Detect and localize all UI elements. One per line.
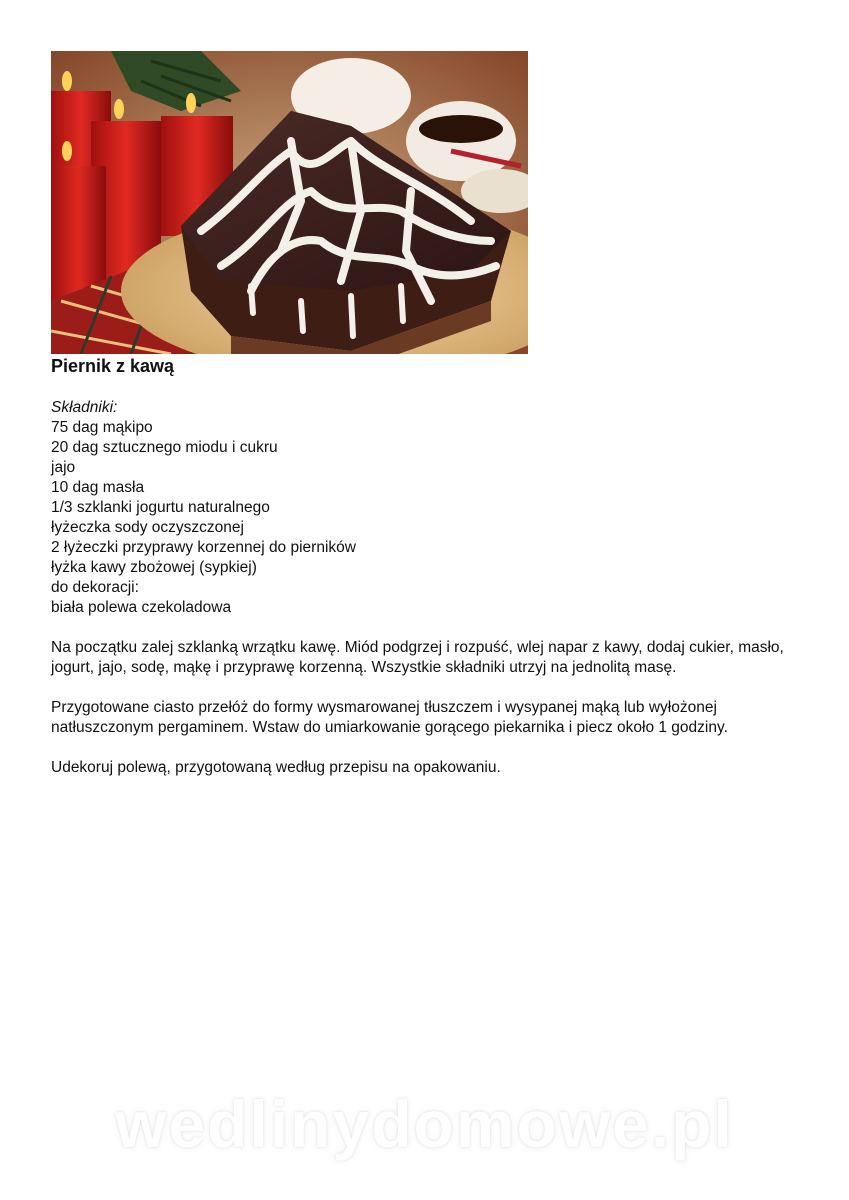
recipe-title: Piernik z kawą [51, 356, 175, 376]
ingredient-item: do dekoracji: [51, 579, 139, 596]
ingredient-item: biała polewa czekoladowa [51, 599, 232, 616]
instruction-paragraph: Udekoruj polewą, przygotowaną według przepisu na opakowaniu. [51, 759, 501, 776]
instruction-paragraph: Na początku zalej szklanką wrzątku kawę. Miód podgrzej i rozpuść, wlej napar z kawy, dodaj cukier, masło, jogurt, jajo, sodę, mąkę i przyprawę korzenną. Wszystkie składniki utrzyj na jednolitą masę. [51, 639, 784, 676]
ingredient-item: 20 dag sztucznego miodu i cukru [51, 439, 278, 456]
site-watermark: wedlinydomowe.pl [115, 1087, 734, 1161]
instruction-paragraph: Przygotowane ciasto przełóż do formy wysmarowanej tłuszczem i wysypanej mąką lub wyłożonej natłuszczonym pergaminem. Wstaw do umiarkowanie gorącego piekarnika i piecz około 1 godziny. [51, 699, 728, 736]
gingerbread-photo-illustration [51, 51, 528, 354]
ingredient-item: łyżeczka sody oczyszczonej [51, 519, 244, 536]
ingredient-item: 1/3 szklanki jogurtu naturalnego [51, 499, 270, 516]
ingredient-item: 2 łyżeczki przyprawy korzennej do pierników [51, 539, 356, 556]
ingredient-item: jajo [51, 459, 76, 476]
ingredient-item: 10 dag masła [51, 479, 145, 496]
ingredient-item: 75 dag mąkipo [51, 419, 153, 436]
recipe-photo [51, 51, 528, 354]
ingredients-heading: Składniki: [51, 399, 118, 416]
ingredient-item: łyżka kawy zbożowej (sypkiej) [51, 559, 257, 576]
ingredients-section [51, 398, 356, 618]
instructions-section [51, 638, 791, 798]
